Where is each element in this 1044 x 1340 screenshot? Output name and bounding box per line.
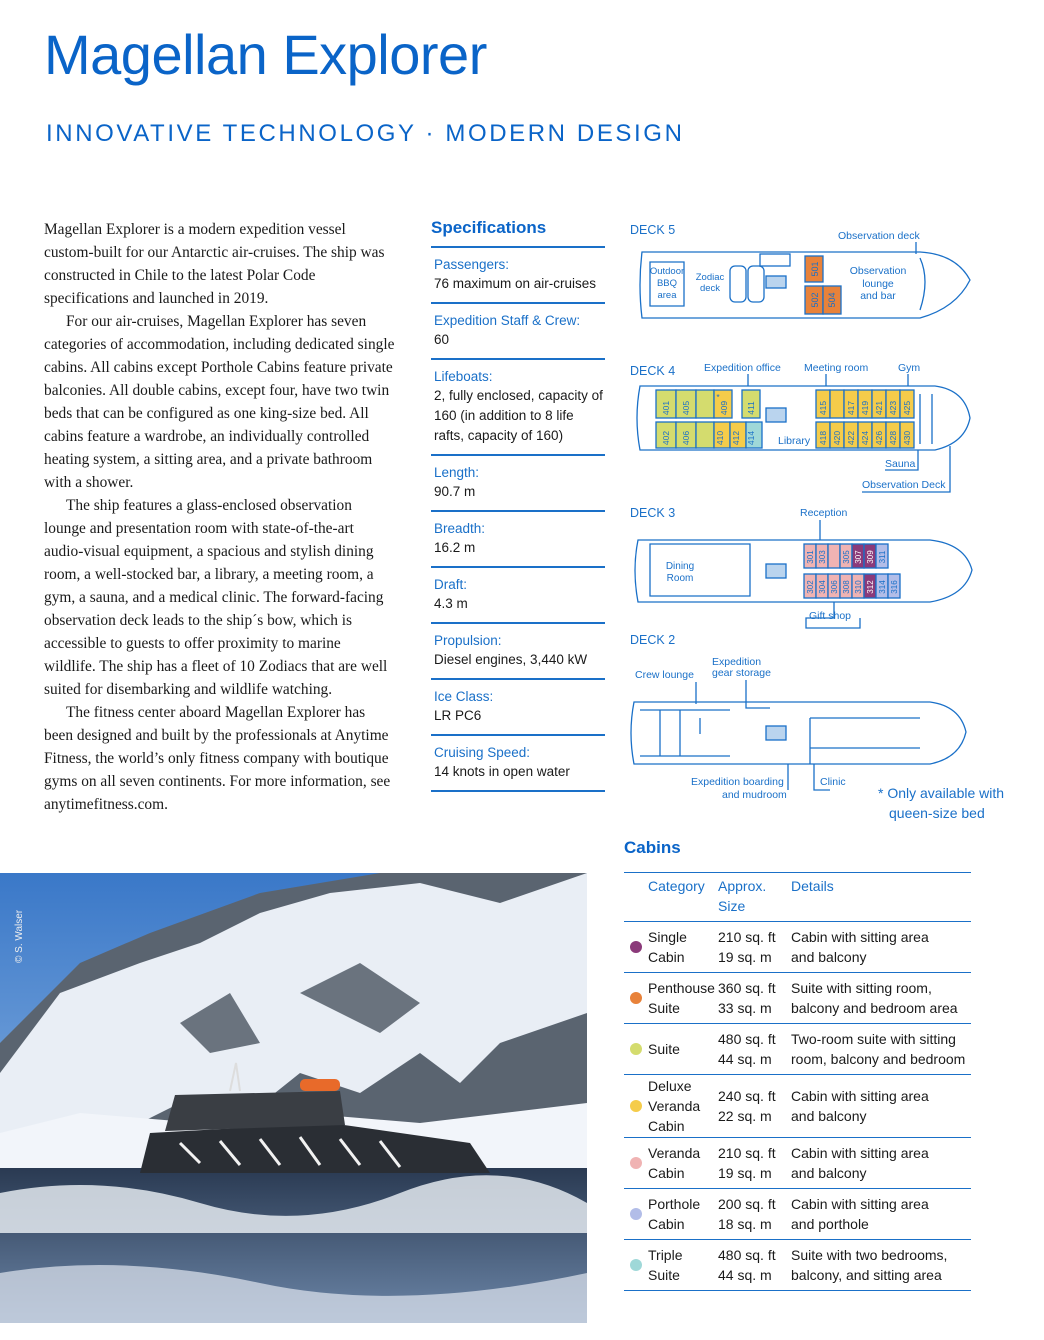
- cabins-header-row: [624, 872, 971, 922]
- table-row: [624, 1189, 971, 1240]
- spec-value: 4.3 m: [434, 596, 468, 611]
- spec-item: [431, 246, 605, 302]
- spec-value: 16.2 m: [434, 540, 476, 555]
- category-cell-line: Veranda: [648, 1098, 701, 1114]
- ship-tender: [300, 1079, 340, 1091]
- deck4-sauna: Sauna: [885, 458, 916, 470]
- spec-value: 90.7 m: [434, 484, 476, 499]
- deck4-sauna-area: [920, 394, 932, 444]
- category-cell-line: Penthouse: [648, 980, 715, 996]
- cabin-number: 401: [661, 400, 671, 416]
- category-cell-line: Cabin: [648, 1118, 685, 1134]
- category-cell-line: Cabin: [648, 1216, 685, 1232]
- spec-item: [431, 622, 605, 678]
- cabin-number: 428: [888, 430, 898, 446]
- details-cell-line: Two-room suite with sitting: [791, 1031, 956, 1047]
- spec-item: [431, 454, 605, 510]
- deck-plans: [620, 218, 1040, 828]
- size-cell: [718, 978, 791, 1018]
- category-color-dot: [630, 1043, 642, 1055]
- details-cell-line: Suite with two bedrooms,: [791, 1247, 948, 1263]
- cabin-number: 502: [810, 292, 820, 308]
- deck-plans-drawing: [620, 218, 1040, 828]
- deck2-clinic: Clinic: [820, 776, 846, 788]
- page-title: Magellan Explorer: [44, 23, 487, 86]
- cabin-number: 309: [866, 550, 875, 564]
- spec-label: Ice Class:: [434, 689, 494, 704]
- cabin-number: 303: [818, 550, 827, 564]
- footnote-star: *: [716, 392, 720, 402]
- header-category: Category: [648, 878, 705, 894]
- deck5-stairs: [760, 254, 790, 266]
- table-row: [624, 1240, 971, 1291]
- cabin-number: 306: [830, 580, 839, 594]
- elevator-icon: [766, 408, 786, 422]
- cabin-number: 312: [866, 580, 875, 594]
- details-cell: [791, 1086, 971, 1126]
- deck5-lounge-text: lounge: [862, 278, 894, 290]
- details-cell-line: and balcony: [791, 1165, 867, 1181]
- spec-label: Cruising Speed:: [434, 745, 531, 760]
- cabin-number: 301: [806, 550, 815, 564]
- spec-label: Draft:: [434, 577, 468, 592]
- cabin-number: 504: [827, 292, 837, 308]
- spec-label: Lifeboats:: [434, 369, 493, 384]
- spec-value: 60: [434, 332, 450, 347]
- zodiac-boat-icon: [748, 266, 764, 302]
- zodiac-boat-icon: [730, 266, 746, 302]
- size-cell-line: 44 sq. m: [718, 1051, 772, 1067]
- details-cell: [791, 978, 971, 1018]
- spec-label: Breadth:: [434, 521, 486, 536]
- deck5-lounge-text: Observation: [849, 265, 907, 277]
- header-details: Details: [791, 878, 834, 894]
- table-row: [624, 1075, 971, 1138]
- paragraph: The fitness center aboard Magellan Explorer has been designed and built by the professionals at Anytime Fitness, the world’s only fitness company with boutique gyms on all seven continents. For more information, see anytimefitness.com.: [44, 704, 391, 813]
- category-cell: [648, 1039, 718, 1059]
- size-cell-line: 33 sq. m: [718, 1000, 772, 1016]
- details-cell-line: Cabin with sitting area: [791, 1088, 929, 1104]
- cabin-number: 418: [818, 430, 828, 446]
- category-cell-line: Suite: [648, 1041, 680, 1057]
- spec-value: LR PC6: [434, 708, 482, 723]
- leader-line: [696, 680, 770, 708]
- size-cell-line: 210 sq. ft: [718, 929, 776, 945]
- queen-bed-footnote: [878, 783, 1004, 823]
- cabin-number: 412: [731, 430, 741, 446]
- cabin-number: 304: [818, 580, 827, 594]
- cabin-number: 419: [860, 400, 870, 416]
- cabin-number: 424: [860, 430, 870, 446]
- deck2-crew-lounge: Crew lounge: [635, 669, 694, 681]
- deck5-bbq-text: BBQ: [656, 278, 678, 289]
- cabin-number: 409: [719, 400, 729, 416]
- cabin-number: 420: [832, 430, 842, 446]
- spec-value: 76 maximum on air-cruises: [434, 276, 597, 291]
- details-cell-line: Suite with sitting room,: [791, 980, 932, 996]
- footnote-line: * Only available with: [878, 785, 1005, 801]
- spec-item: [431, 510, 605, 566]
- category-cell-line: Suite: [648, 1267, 680, 1283]
- category-cell-line: Porthole: [648, 1196, 701, 1212]
- spec-item: [431, 734, 605, 792]
- size-cell: [718, 1245, 791, 1285]
- category-cell-line: Cabin: [648, 1165, 685, 1181]
- size-cell: [718, 1143, 791, 1183]
- spec-label: Passengers:: [434, 257, 510, 272]
- details-cell-line: room, balcony and bedroom: [791, 1051, 966, 1067]
- spec-item: [431, 302, 605, 358]
- size-cell-line: 19 sq. m: [718, 1165, 772, 1181]
- cabin-number: 501: [810, 261, 820, 277]
- cabins-body: [624, 922, 971, 1291]
- cabin-number: 423: [888, 400, 898, 416]
- spec-label: Propulsion:: [434, 633, 502, 648]
- details-cell-line: balcony, and sitting area: [791, 1267, 942, 1283]
- deck5-bbq-text: area: [657, 290, 677, 301]
- elevator-icon: [766, 564, 786, 578]
- deck2-gear-storage: Expedition: [712, 656, 762, 668]
- spec-value: Diesel engines, 3,440 kW: [434, 652, 588, 667]
- page-subtitle: INNOVATIVE TECHNOLOGY · MODERN DESIGN: [46, 120, 685, 147]
- deck4-label: DECK 4: [630, 364, 676, 378]
- footnote-line: queen-size bed: [889, 805, 985, 821]
- deck3-dining-text: Dining: [665, 561, 695, 572]
- size-cell-line: 22 sq. m: [718, 1108, 772, 1124]
- photo-credit: © S. Walser: [14, 909, 25, 963]
- elevator-icon: [766, 726, 786, 740]
- deck5-bow-line: [920, 258, 925, 310]
- intro-text: [44, 218, 396, 816]
- category-cell: [648, 978, 718, 1018]
- details-cell: [791, 1194, 971, 1234]
- paragraph: For our air-cruises, Magellan Explorer has seven categories of accommodation, including dedicated single cabins. All cabins except Porthole Cabins feature private balconies. All double cabins, except four, have two twin beds that can be configured as one king-size bed. All cabins feature a wardrobe, an individually controlled heating system, a sitting area, and a private bathroom with a shower.: [44, 313, 395, 491]
- ship-photo-illustration: [0, 873, 587, 1323]
- deck4-library: Library: [778, 435, 811, 447]
- deck4-meeting-room: Meeting room: [804, 362, 869, 374]
- deck2-label: DECK 2: [630, 633, 676, 647]
- cabin-number: 421: [874, 400, 884, 416]
- cabin-number: 411: [746, 401, 756, 415]
- cabin-number: 415: [818, 400, 828, 416]
- category-cell-line: Single: [648, 929, 687, 945]
- details-cell-line: Cabin with sitting area: [791, 929, 929, 945]
- deck2-corridor: [810, 718, 920, 764]
- category-color-dot: [630, 1157, 642, 1169]
- details-cell-line: and porthole: [791, 1216, 869, 1232]
- details-cell-line: and balcony: [791, 1108, 867, 1124]
- table-row: [624, 922, 971, 973]
- deck2-boarding: and mudroom: [722, 789, 787, 801]
- cabin-number: 316: [890, 580, 899, 594]
- size-cell-line: 480 sq. ft: [718, 1247, 776, 1263]
- details-cell-line: Cabin with sitting area: [791, 1196, 929, 1212]
- size-cell-line: 210 sq. ft: [718, 1145, 776, 1161]
- deck4-expedition-office: Expedition office: [704, 362, 781, 374]
- cabin-number: 307: [854, 550, 863, 564]
- cabin-number: 308: [842, 580, 851, 594]
- cabin-number: 425: [902, 400, 912, 416]
- cabin-number: 430: [902, 430, 912, 446]
- deck3-reception: Reception: [800, 507, 848, 519]
- category-cell: [648, 1194, 718, 1234]
- ship-photo: [0, 873, 587, 1323]
- leader-line: [748, 374, 908, 386]
- spec-item: [431, 566, 605, 622]
- paragraph: The ship features a glass-enclosed observation lounge and presentation room with state-of-the-art audio-visual equipment, a spacious and stylish dining room, a well-stocked bar, a library, a meeting room, a gym, a sauna, and a medical clinic. The forward-facing observation deck leads to the ship´s bow, which is accessible to guests to offer proximity to marine wildlife. The ship has a fleet of 10 Zodiacs that are well suited for disembarking and wildlife watching.: [44, 497, 388, 698]
- category-cell: [648, 1245, 718, 1285]
- category-cell-line: Cabin: [648, 949, 685, 965]
- specifications-panel: [431, 218, 605, 792]
- size-cell: [718, 1194, 791, 1234]
- category-cell-line: Suite: [648, 1000, 680, 1016]
- deck2-gear-storage: gear storage: [712, 667, 771, 679]
- cabin-number: 405: [681, 400, 691, 416]
- deck5-bbq-text: Outdoor: [649, 266, 685, 277]
- size-cell: [718, 1029, 791, 1069]
- size-cell-line: 480 sq. ft: [718, 1031, 776, 1047]
- category-color-dot: [630, 941, 642, 953]
- category-color-dot: [630, 992, 642, 1004]
- category-color-dot: [630, 1208, 642, 1220]
- table-row: [624, 1024, 971, 1075]
- header-size-line: Size: [718, 898, 746, 914]
- paragraph: Magellan Explorer is a modern expedition vessel custom-built for our Antarctic air-cruises. The ship was constructed in Chile to the latest Polar Code specifications and launched in 2019.: [44, 221, 385, 307]
- size-cell-line: 19 sq. m: [718, 949, 772, 965]
- size-cell-line: 18 sq. m: [718, 1216, 772, 1232]
- category-color-dot: [630, 1100, 642, 1112]
- details-cell: [791, 927, 971, 967]
- cabin-number: 310: [854, 580, 863, 594]
- cabin-number: 414: [746, 430, 756, 446]
- cabin-number: 311: [878, 550, 887, 564]
- category-cell-line: Triple: [648, 1247, 683, 1263]
- details-cell: [791, 1245, 971, 1285]
- cabin-number: 410: [715, 430, 725, 446]
- details-cell-line: and balcony: [791, 949, 867, 965]
- spec-item: [431, 678, 605, 734]
- cabin-number: 426: [874, 430, 884, 446]
- cabin-number: 406: [681, 430, 691, 446]
- deck5-observation-deck: Observation deck: [838, 230, 920, 242]
- deck2-hull: [631, 702, 966, 764]
- deck4-gym: Gym: [898, 362, 921, 374]
- cabins-table: [624, 838, 971, 1291]
- header-size: [718, 876, 791, 916]
- size-cell-line: 360 sq. ft: [718, 980, 776, 996]
- deck5-zodiac-text: deck: [699, 283, 721, 294]
- deck2-interior: [640, 710, 730, 756]
- size-cell-line: 240 sq. ft: [718, 1088, 776, 1104]
- category-cell: [648, 1076, 718, 1136]
- deck5-zodiac-text: Zodiac: [695, 272, 725, 283]
- elevator-icon: [766, 276, 786, 288]
- details-cell: [791, 1143, 971, 1183]
- deck4-observation-deck: Observation Deck: [862, 479, 946, 491]
- header-size-line: Approx.: [718, 878, 767, 894]
- details-cell: [791, 1029, 971, 1069]
- size-cell-line: 44 sq. m: [718, 1267, 772, 1283]
- spec-label: Length:: [434, 465, 480, 480]
- spec-label: Expedition Staff & Crew:: [434, 313, 581, 328]
- cabins-title: Cabins: [624, 838, 681, 857]
- size-cell-line: 200 sq. ft: [718, 1196, 776, 1212]
- deck5-lounge-text: and bar: [860, 290, 896, 302]
- spec-value: 14 knots in open water: [434, 764, 570, 779]
- deck5-label: DECK 5: [630, 223, 676, 237]
- specifications-title: Specifications: [431, 218, 547, 237]
- category-cell: [648, 927, 718, 967]
- deck3-label: DECK 3: [630, 506, 676, 520]
- table-row: [624, 973, 971, 1024]
- size-cell: [718, 1086, 791, 1126]
- category-cell: [648, 1143, 718, 1183]
- deck3-gift-shop: Gift shop: [809, 610, 852, 622]
- deck2-boarding: Expedition boarding: [691, 776, 784, 788]
- deck3-dining-text: Room: [666, 573, 694, 584]
- cabin-number: 402: [661, 430, 671, 446]
- cabin-number: 422: [846, 430, 856, 446]
- spec-item: [431, 358, 605, 454]
- cabin-number: 314: [878, 580, 887, 594]
- cabin-number: 302: [806, 580, 815, 594]
- cabin-number: 417: [846, 400, 856, 416]
- cabin-number: 305: [842, 550, 851, 564]
- category-cell-line: Veranda: [648, 1145, 701, 1161]
- size-cell: [718, 927, 791, 967]
- category-color-dot: [630, 1259, 642, 1271]
- ship-superstructure: [165, 1091, 345, 1131]
- details-cell-line: balcony and bedroom area: [791, 1000, 958, 1016]
- details-cell-line: Cabin with sitting area: [791, 1145, 929, 1161]
- category-cell-line: Deluxe: [648, 1078, 692, 1094]
- spec-value: 2, fully enclosed, capacity of 160 (in addition to 8 life rafts, capacity of 160): [434, 388, 603, 443]
- table-row: [624, 1138, 971, 1189]
